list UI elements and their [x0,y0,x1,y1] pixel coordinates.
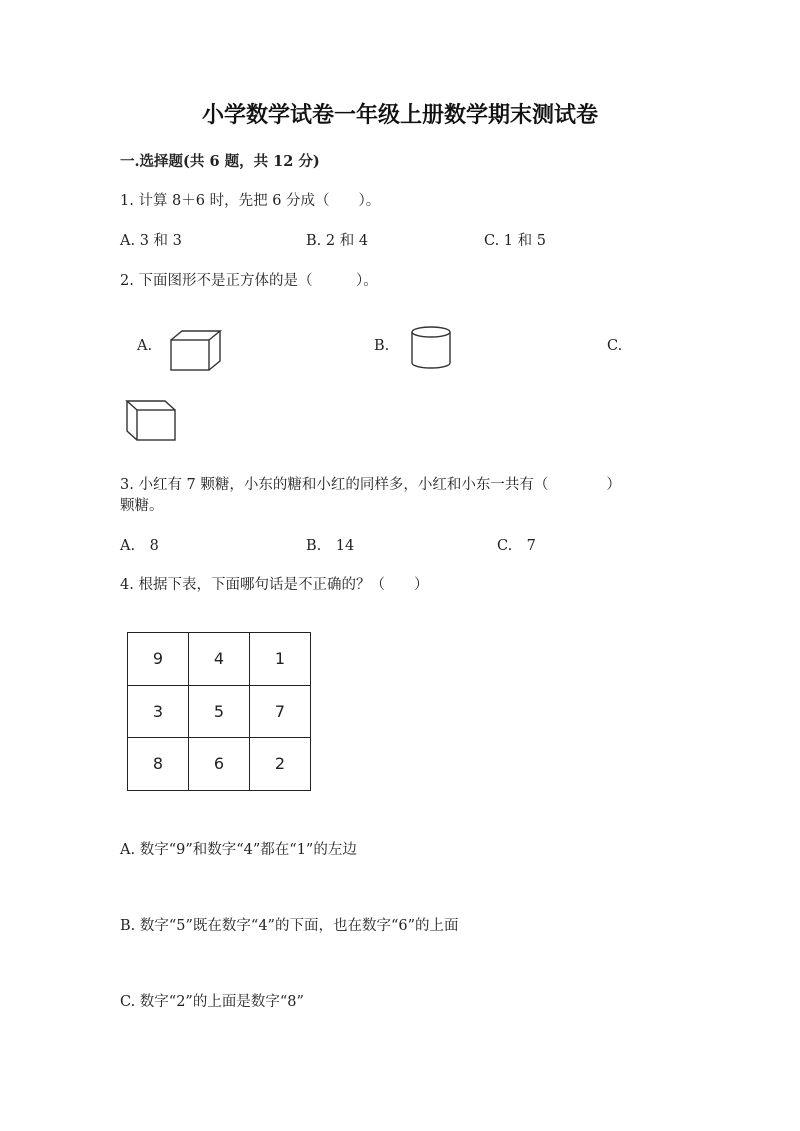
question-3-option-c: C. 7 [497,538,536,554]
question-3-option-b: B. 14 [306,538,355,554]
table-row [128,738,311,791]
cube-figure-c [124,398,180,444]
question-4-option-b: B. 数字“5”既在数字“4”的下面，也在数字“6”的上面 [120,918,459,934]
table-cell: 3 [128,685,189,738]
question-2-option-b: B. [374,338,390,354]
table-cell: 2 [250,738,311,791]
question-1-option-b: B. 2 和 4 [306,233,369,249]
question-3-text-line1: 3. 小红有 7 颗糖，小东的糖和小红的同样多，小红和小东一共有（ ） [120,477,621,493]
table-cell: 8 [128,738,189,791]
cube-figure-a [168,328,224,374]
page-title: 小学数学试卷一年级上册数学期末测试卷 [201,102,598,128]
question-4-option-c: C. 数字“2”的上面是数字“8” [120,994,304,1010]
question-4-text: 4. 根据下表，下面哪句话是不正确的？（ ） [120,577,429,593]
section-heading: 一.选择题(共 6 题，共 12 分) [120,153,320,170]
question-2-option-a: A. [137,338,153,354]
question-1-option-c: C. 1 和 5 [484,233,546,249]
cylinder-figure-b [408,324,454,372]
question-4-option-a: A. 数字“9”和数字“4”都在“1”的左边 [120,842,357,858]
table-row [128,685,311,738]
question-2-text: 2. 下面图形不是正方体的是（ ）。 [120,273,378,289]
question-1-text: 1. 计算 8＋6 时，先把 6 分成（ ）。 [120,193,381,209]
table-cell: 9 [128,633,189,686]
table-row [128,633,311,686]
question-3-option-a: A. 8 [120,538,159,554]
question-3-text-line2: 颗糖。 [120,498,164,514]
table-cell: 6 [189,738,250,791]
table-cell: 5 [189,685,250,738]
table-cell: 1 [250,633,311,686]
table-cell: 4 [189,633,250,686]
question-2-option-c: C. [607,338,623,354]
question-1-option-a: A. 3 和 3 [120,233,182,249]
table-cell: 7 [250,685,311,738]
number-grid-table [127,632,311,791]
